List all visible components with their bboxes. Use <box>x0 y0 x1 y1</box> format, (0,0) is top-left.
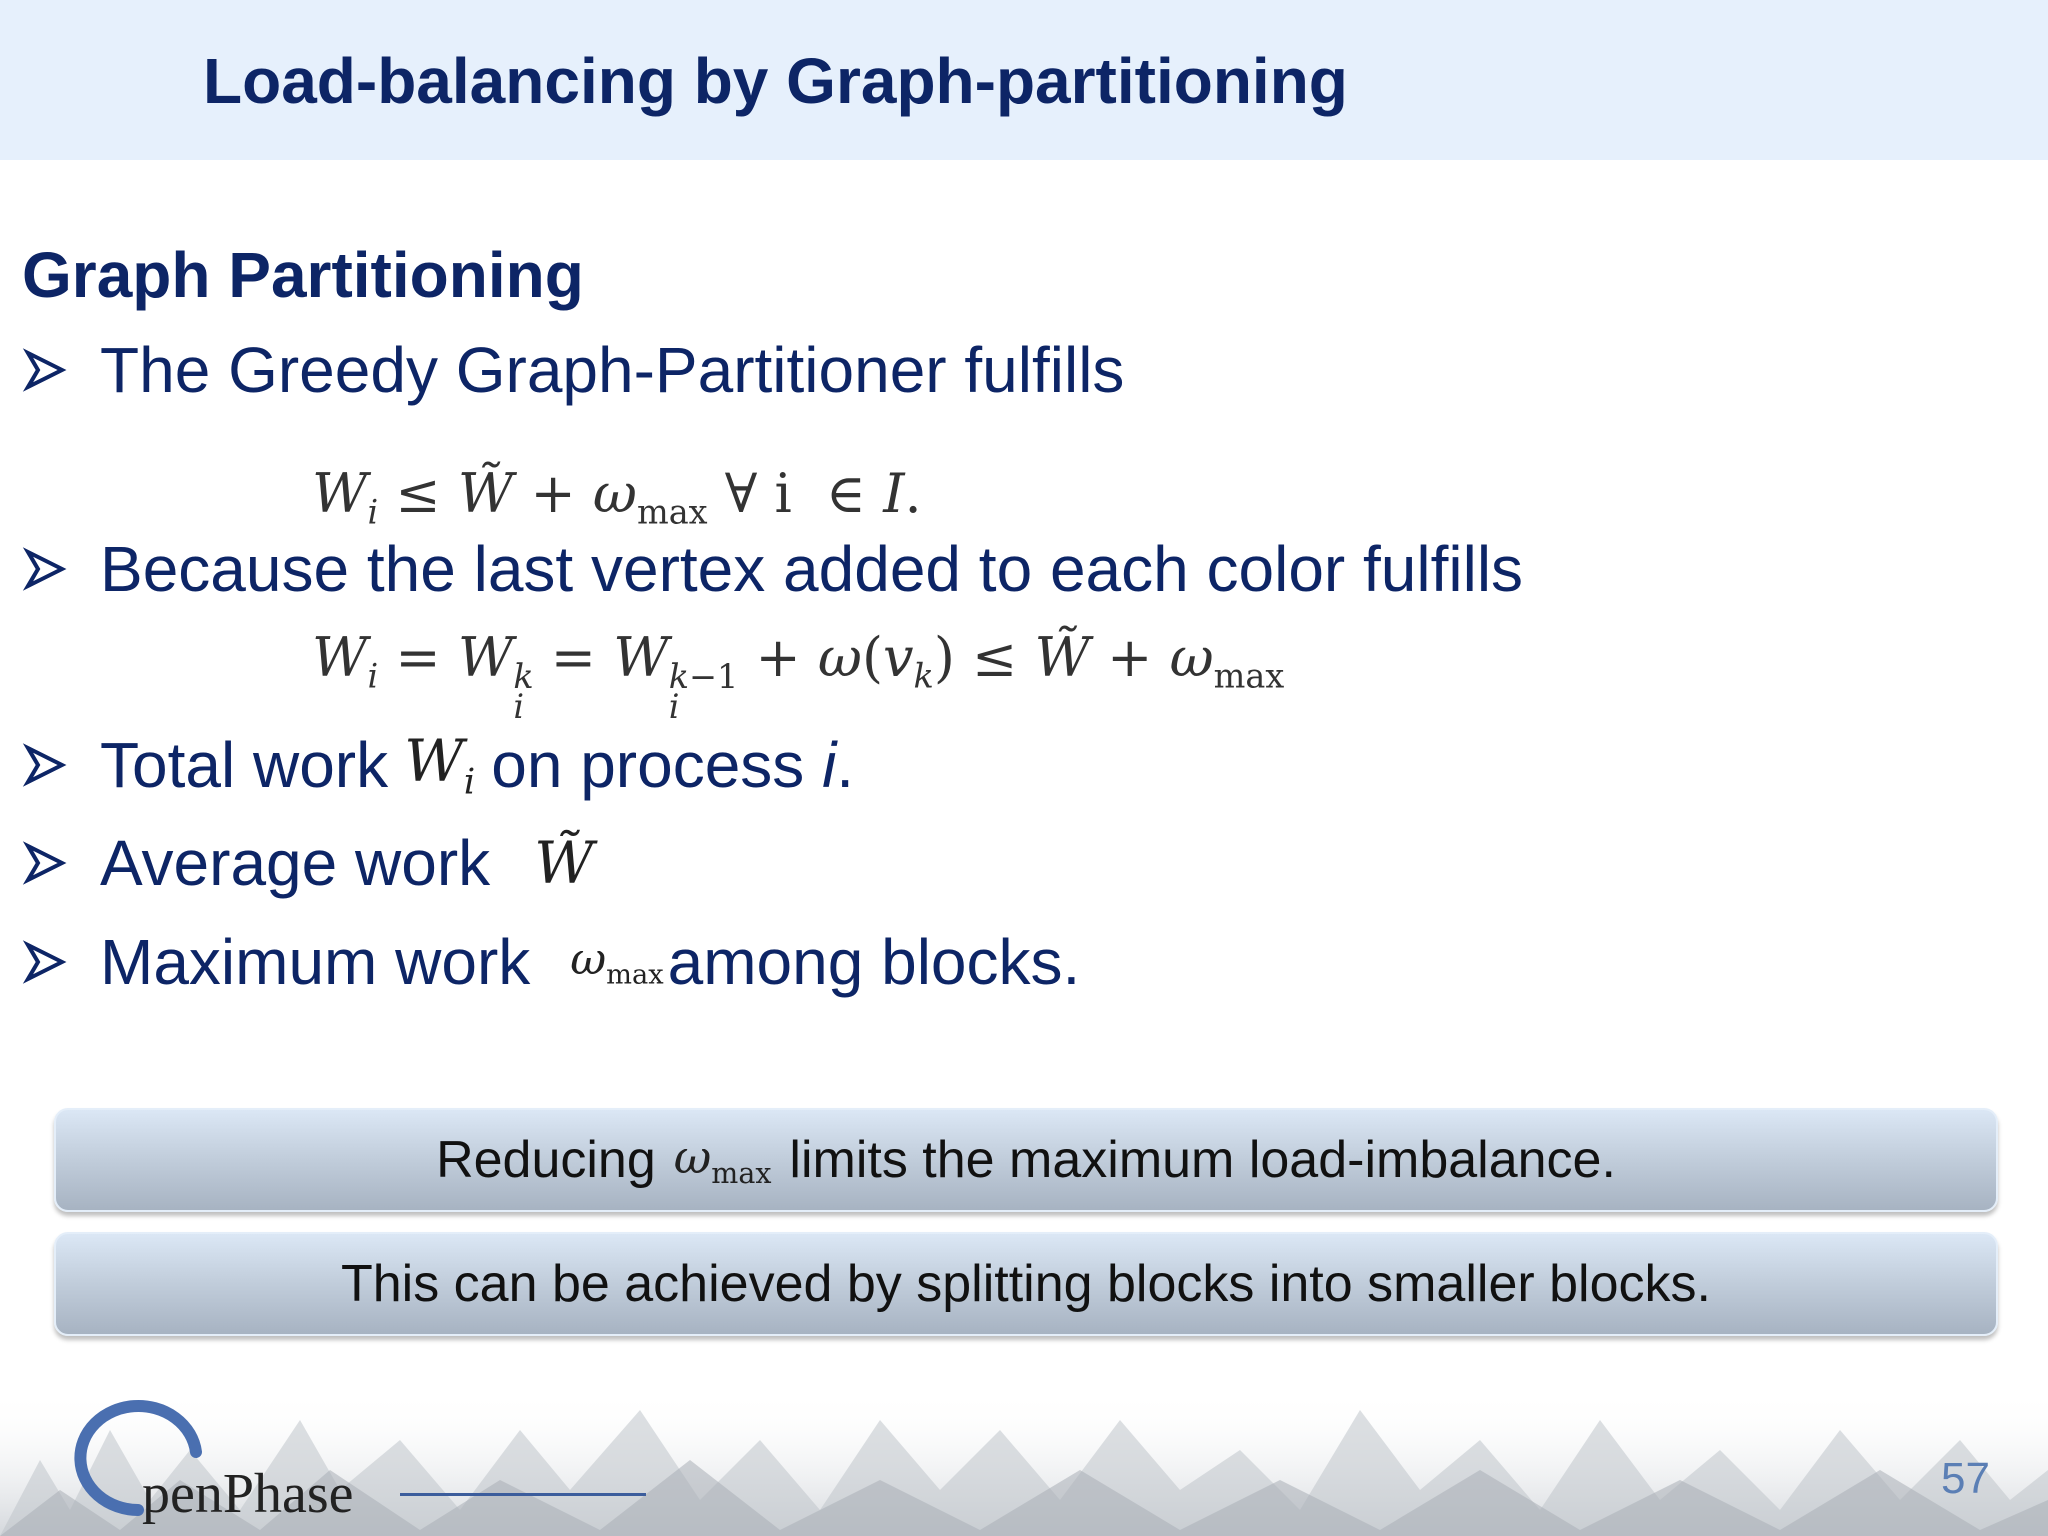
bullet-text: among blocks. <box>667 926 1081 998</box>
slide-title: Load-balancing by Graph-partitioning <box>203 45 1348 117</box>
arrow-bullet-icon <box>22 939 100 985</box>
highlight-banner <box>54 1232 1998 1336</box>
inline-math-omega-max: $\omega_{max}$ <box>570 933 664 991</box>
logo-text: penPhase <box>142 1463 354 1525</box>
bullet-text: The Greedy Graph-Partitioner fulfills <box>100 334 1125 406</box>
arrow-bullet-icon <box>22 347 100 393</box>
banner-text: Reducing <box>436 1131 656 1189</box>
bullet-item <box>22 532 1523 606</box>
inline-math-omega-max: $\omega_{max}$ <box>673 1130 772 1190</box>
bullet-item <box>22 826 610 900</box>
inline-math-wtilde: W̃ <box>534 829 594 897</box>
bullet-item <box>22 925 1080 999</box>
bullet-text: Average work <box>100 827 491 899</box>
bullet-text: Maximum work <box>100 926 531 998</box>
page-number: 57 <box>1941 1454 1990 1503</box>
bullet-text: Because the last vertex added to each color fulfills <box>100 533 1524 605</box>
banner-text: limits the maximum load-imbalance. <box>789 1131 1616 1189</box>
highlight-banner <box>54 1108 1998 1212</box>
bullet-italic-text: i <box>822 728 837 801</box>
banner-text: This can be achieved by splitting blocks into smaller blocks. <box>341 1255 1711 1313</box>
inline-math-wi: $W_i$ <box>404 727 476 803</box>
slide-header <box>0 0 2048 160</box>
bullet-text: Total work <box>100 728 389 801</box>
bullet-text: on process <box>491 728 823 801</box>
bullet-text: . <box>836 728 855 801</box>
section-heading: Graph Partitioning <box>22 239 584 311</box>
arrow-bullet-icon <box>22 840 100 886</box>
arrow-bullet-icon <box>22 742 100 788</box>
bullet-item <box>22 727 854 803</box>
equation-1: $W_i$ ≤ W̃ + $\omega_{max}$ ∀ i ∈ I. <box>312 462 922 532</box>
logo-underline <box>400 1492 646 1498</box>
bullet-item <box>22 333 1124 407</box>
equation-2: $W_i = W$ k i = W k−1 i + $\omega(v_k)$ ≤ W̃ + $\omega_{max}$ <box>312 626 1285 726</box>
arrow-bullet-icon <box>22 546 100 592</box>
